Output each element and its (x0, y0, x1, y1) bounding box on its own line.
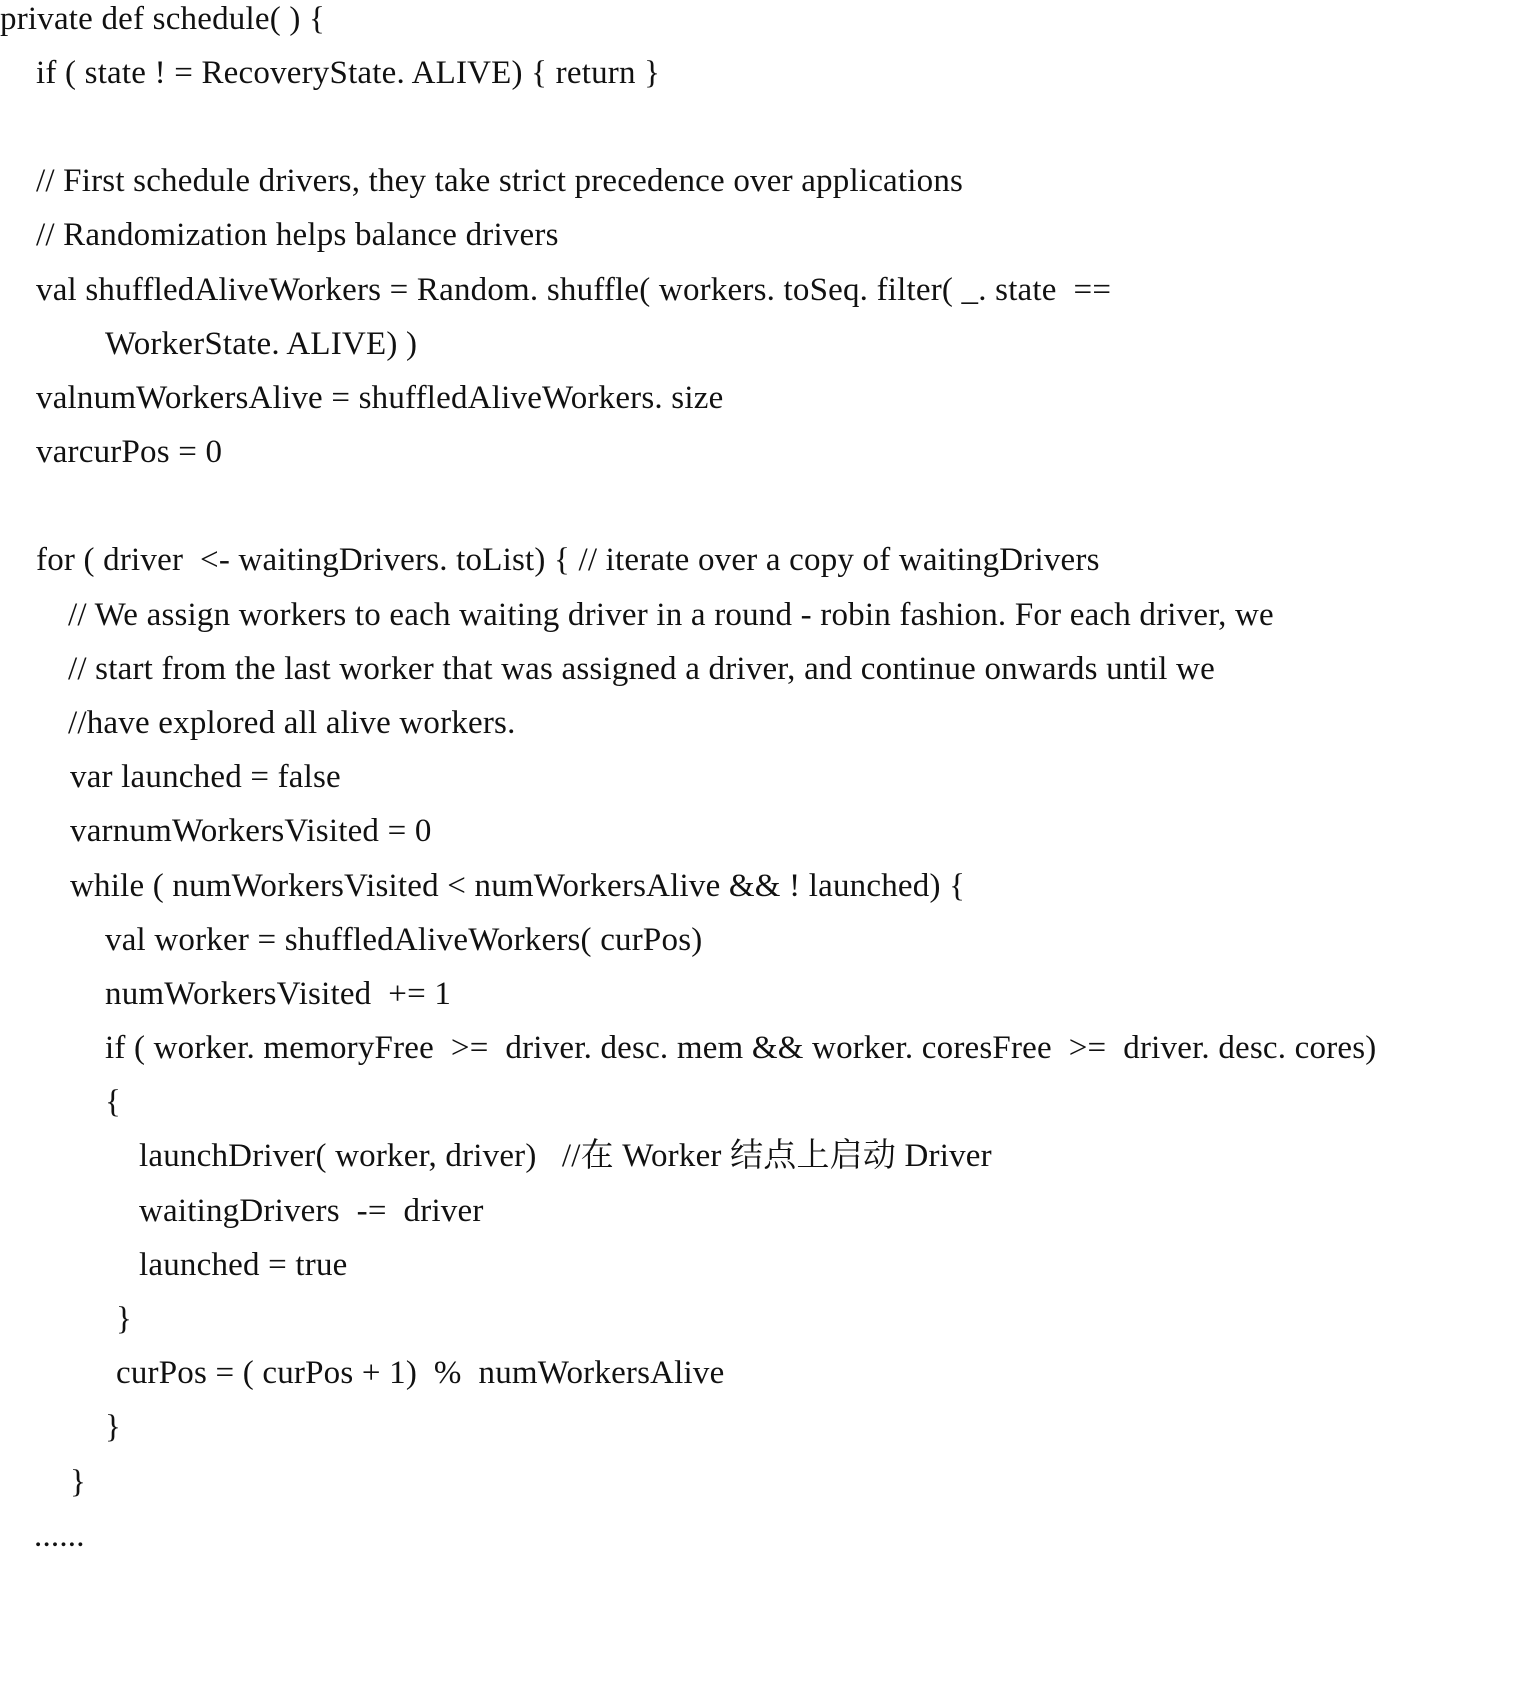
code-line-18: if ( worker. memoryFree >= driver. desc. mem && worker. coresFree >= driver. desc. cores) (105, 1030, 1377, 1066)
code-line-23: } (116, 1301, 133, 1337)
code-line-25: } (105, 1409, 122, 1445)
code-line-22: launched = true (139, 1247, 348, 1283)
code-line-4: // Randomization helps balance drivers (36, 217, 559, 253)
code-line-20: launchDriver( worker, driver) //在 Worker 结点上启动 Driver (139, 1138, 992, 1174)
code-line-7: valnumWorkersAlive = shuffledAliveWorkers. size (36, 380, 724, 416)
code-line-3: // First schedule drivers, they take strict precedence over applications (36, 163, 964, 199)
code-line-21: waitingDrivers -= driver (139, 1193, 484, 1229)
code-line-10: // We assign workers to each waiting driver in a round - robin fashion. For each driver, we (68, 597, 1274, 633)
code-line-5: val shuffledAliveWorkers = Random. shuffle( workers. toSeq. filter( _. state == (36, 272, 1112, 308)
code-line-2: if ( state ! = RecoveryState. ALIVE) { return } (36, 55, 661, 91)
code-line-19: { (105, 1084, 122, 1120)
code-line-8: varcurPos = 0 (36, 434, 223, 470)
code-line-15: while ( numWorkersVisited < numWorkersAlive && ! launched) { (70, 868, 966, 904)
code-line-12: //have explored all alive workers. (68, 705, 516, 741)
code-line-11: // start from the last worker that was assigned a driver, and continue onwards until we (68, 651, 1215, 687)
code-line-14: varnumWorkersVisited = 0 (70, 813, 432, 849)
code-line-17: numWorkersVisited += 1 (105, 976, 452, 1012)
code-line-6: WorkerState. ALIVE) ) (105, 326, 418, 362)
code-line-16: val worker = shuffledAliveWorkers( curPos) (105, 922, 703, 958)
code-line-27: ...... (34, 1518, 85, 1554)
code-line-9: for ( driver <- waitingDrivers. toList) { // iterate over a copy of waitingDrivers (36, 542, 1100, 578)
code-line-13: var launched = false (70, 759, 341, 795)
code-line-1: private def schedule( ) { (0, 1, 326, 37)
code-line-24: curPos = ( curPos + 1) % numWorkersAlive (116, 1355, 725, 1391)
code-line-26: } (70, 1464, 87, 1500)
